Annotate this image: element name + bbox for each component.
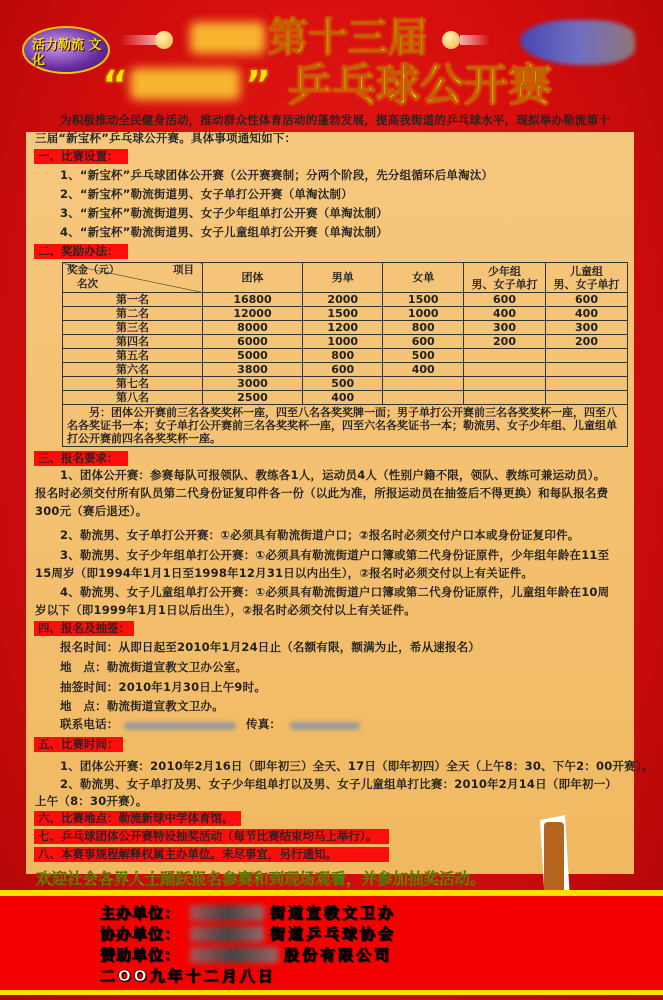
corner-bottom: 名次 — [77, 278, 98, 290]
prize-cell: 300 — [546, 321, 628, 335]
logo-text: 活力勒流 文化 — [32, 38, 102, 68]
prize-cell: 400 — [302, 391, 383, 405]
section-heading: 四、报名及抽签： — [34, 621, 134, 636]
rank-cell: 第六名 — [63, 363, 203, 377]
section-heading: 六、比赛地点：勒流新球中学体育馆。 — [34, 811, 241, 826]
ball-trail — [460, 35, 490, 45]
title-line2: 乒乓球公开赛 — [288, 60, 552, 111]
text-line: 地 点：勒流街道宣教文卫办。 — [60, 699, 224, 713]
prize-cell: 1000 — [302, 335, 383, 349]
prize-cell: 600 — [464, 293, 546, 307]
organizer-host-label: 主办单位： — [100, 904, 181, 922]
prize-cell — [383, 377, 464, 391]
intro-line: 为积极推动全民健身活动，推动群众性体育活动的蓬勃发展，提高我街道的乒乓球水平，现拟举办勒流第十 — [60, 113, 610, 127]
table-header-row — [63, 263, 628, 293]
paddle-image — [520, 20, 635, 65]
prize-cell — [546, 377, 628, 391]
title-quote-open: “ — [102, 63, 129, 109]
text-line: 2、勒流男、女子单打公开赛：①必须具有勒流街道户口；②报名时必须交付户口本或身份证复印件。 — [60, 528, 580, 542]
text-line: 报名时必须交付所有队员第二代身份证复印件各一份（以此为准，所报运动员在抽签后不得更换）和每队报名费 — [35, 486, 609, 500]
column-header: 男单 — [302, 263, 383, 293]
redacted-title-part — [130, 68, 240, 100]
rank-cell: 第二名 — [63, 307, 203, 321]
prize-cell — [464, 391, 546, 405]
table-row — [63, 377, 628, 391]
table-row — [63, 293, 628, 307]
section-heading: 八、本赛事规程解释权属主办单位。未尽事宜，另行通知。 — [34, 847, 389, 862]
sponsor-name: 股份有限公司 — [284, 946, 393, 964]
table-row — [63, 363, 628, 377]
prize-cell: 1500 — [383, 293, 464, 307]
slogan: 欢迎社会各界人士踊跃报名参赛和到现场观看，并参加抽奖活动。 — [36, 870, 486, 888]
table-row — [63, 335, 628, 349]
prize-cell: 400 — [546, 307, 628, 321]
text-line: 4、勒流男、女子儿童组单打公开赛：①必须具有勒流街道户口簿或第二代身份证原件，儿童组年龄在10周 — [60, 585, 610, 599]
list-item: 2、“新宝杯”勒流街道男、女子单打公开赛（单淘汰制） — [60, 187, 353, 201]
prize-cell: 2000 — [302, 293, 383, 307]
rank-cell: 第八名 — [63, 391, 203, 405]
prize-cell — [464, 349, 546, 363]
section-heading: 七、乒乓球团体公开赛特设抽奖活动（每节比赛结束均马上举行）。 — [34, 829, 389, 844]
contact-label: 联系电话： — [60, 717, 119, 731]
prize-cell: 800 — [383, 321, 464, 335]
section-heading: 一、比赛设置： — [34, 149, 128, 164]
redacted-name — [190, 947, 278, 963]
text-line: 地 点：勒流街道宣教文卫办公室。 — [60, 660, 248, 674]
prize-cell: 16800 — [203, 293, 303, 307]
text-line: 1、团体公开赛：参赛每队可报领队、教练各1人，运动员4人（性别户籍不限，领队、教练可兼运动员）。 — [60, 468, 606, 482]
prize-cell — [383, 391, 464, 405]
table-row — [63, 321, 628, 335]
prize-cell — [464, 363, 546, 377]
date: 二OO九年十二月八日 — [100, 967, 276, 985]
prize-cell: 3800 — [203, 363, 303, 377]
text-line: 3、勒流男、女子少年组单打公开赛：①必须具有勒流街道户口簿或第二代身份证原件，少年组年龄在11至 — [60, 548, 610, 562]
list-item: 4、“新宝杯”勒流街道男、女子儿童组单打公开赛（单淘汰制） — [60, 225, 388, 239]
prize-cell: 400 — [464, 307, 546, 321]
prize-cell: 600 — [383, 335, 464, 349]
redacted-title-part — [190, 22, 265, 54]
prize-cell: 1000 — [383, 307, 464, 321]
note-row — [63, 405, 628, 447]
text-line: 抽签时间：2010年1月30日上午9时。 — [60, 680, 267, 694]
organizer-co-name: 街道乒乓球协会 — [270, 925, 397, 943]
ball-trail — [120, 35, 160, 45]
intro-line: 三届“新宝杯”乒乓球公开赛。具体事项通知如下： — [35, 131, 297, 145]
text-line: 2、勒流男、女子单打及男、女子少年组单打以及男、女子儿童组单打比赛：2010年2月14日（即年初一） — [60, 777, 618, 791]
prize-cell: 8000 — [203, 321, 303, 335]
table-row — [63, 391, 628, 405]
prize-note: 另：团体公开赛前三名各奖奖杯一座，四至八名各奖奖牌一面；男子单打公开赛前三名各奖奖杯一座，四至八名各奖证书一本；女子单打公开赛前三名各奖奖杯一座，四至六名各奖证书一本；勒流男、女子少年组、儿童组单打公开赛前四名各奖奖杯一座。 — [63, 405, 628, 447]
text-line: 报名时间：从即日起至2010年1月24日止（名额有限，额满为止，希从速报名） — [60, 640, 481, 654]
section-heading: 五、比赛时间： — [34, 737, 123, 752]
prize-cell: 2500 — [203, 391, 303, 405]
prize-cell: 500 — [383, 349, 464, 363]
prize-cell: 300 — [464, 321, 546, 335]
prize-cell — [546, 391, 628, 405]
rank-cell: 第一名 — [63, 293, 203, 307]
text-line: 300元（赛后退还）。 — [35, 504, 148, 518]
redacted-fax — [290, 722, 360, 730]
text-line: 15周岁（即1994年1月1日至1998年12月31日以内出生），②报名时必须交付以上有关证件。 — [35, 566, 534, 580]
prize-cell: 12000 — [203, 307, 303, 321]
text-line: 1、团体公开赛：2010年2月16日（即年初三）全天、17日（即年初四）全天（上午8：30、下午2：00开赛）。 — [60, 759, 654, 773]
prize-cell: 400 — [383, 363, 464, 377]
prize-cell — [546, 363, 628, 377]
ping-pong-ball-icon — [442, 31, 460, 49]
column-header: 儿童组 男、女子单打 — [546, 263, 628, 293]
prize-cell — [546, 349, 628, 363]
prize-cell: 500 — [302, 377, 383, 391]
fax-label: 传真： — [246, 717, 282, 731]
column-header: 女单 — [383, 263, 464, 293]
organizer-host-name: 街道宣教文卫办 — [270, 904, 397, 922]
organizer-co-label: 协办单位： — [100, 925, 181, 943]
table-row — [63, 349, 628, 363]
prize-cell: 200 — [546, 335, 628, 349]
table-row — [63, 307, 628, 321]
rank-cell: 第四名 — [63, 335, 203, 349]
title-line1: 第十三届 — [268, 15, 428, 61]
section-heading: 三、报名要求： — [34, 451, 128, 466]
list-item: 1、“新宝杯”乒乓球团体公开赛（公开赛赛制；分两个阶段，先分组循环后单淘汰） — [60, 168, 494, 182]
prize-cell: 6000 — [203, 335, 303, 349]
corner-top: 奖金（元） — [67, 264, 120, 276]
prize-cell — [464, 377, 546, 391]
list-item: 3、“新宝杯”勒流街道男、女子少年组单打公开赛（单淘汰制） — [60, 206, 388, 220]
prize-cell: 5000 — [203, 349, 303, 363]
prize-cell: 1500 — [302, 307, 383, 321]
prize-cell: 600 — [546, 293, 628, 307]
prize-cell: 200 — [464, 335, 546, 349]
rank-cell: 第三名 — [63, 321, 203, 335]
corner-right: 项目 — [173, 264, 194, 276]
column-header: 团体 — [203, 263, 303, 293]
column-header: 少年组 男、女子单打 — [464, 263, 546, 293]
prize-cell: 600 — [302, 363, 383, 377]
title-quote-close: ” — [245, 63, 272, 109]
prize-cell: 3000 — [203, 377, 303, 391]
prize-cell: 1200 — [302, 321, 383, 335]
corner-cell — [63, 263, 203, 293]
redacted-name — [190, 905, 264, 921]
redacted-name — [190, 926, 264, 942]
ping-pong-ball-icon — [155, 31, 173, 49]
prize-cell: 800 — [302, 349, 383, 363]
text-line: 岁以下（即1999年1月1日以后出生），②报名时必须交付以上有关证件。 — [35, 603, 416, 617]
logo — [22, 26, 110, 74]
redacted-phone — [124, 722, 236, 730]
rank-cell: 第七名 — [63, 377, 203, 391]
text-line: 上午（8：30开赛）。 — [35, 794, 148, 808]
prize-table — [62, 262, 628, 447]
sponsor-label: 赞助单位： — [100, 946, 181, 964]
section-heading: 二、奖励办法： — [34, 244, 128, 259]
rank-cell: 第五名 — [63, 349, 203, 363]
